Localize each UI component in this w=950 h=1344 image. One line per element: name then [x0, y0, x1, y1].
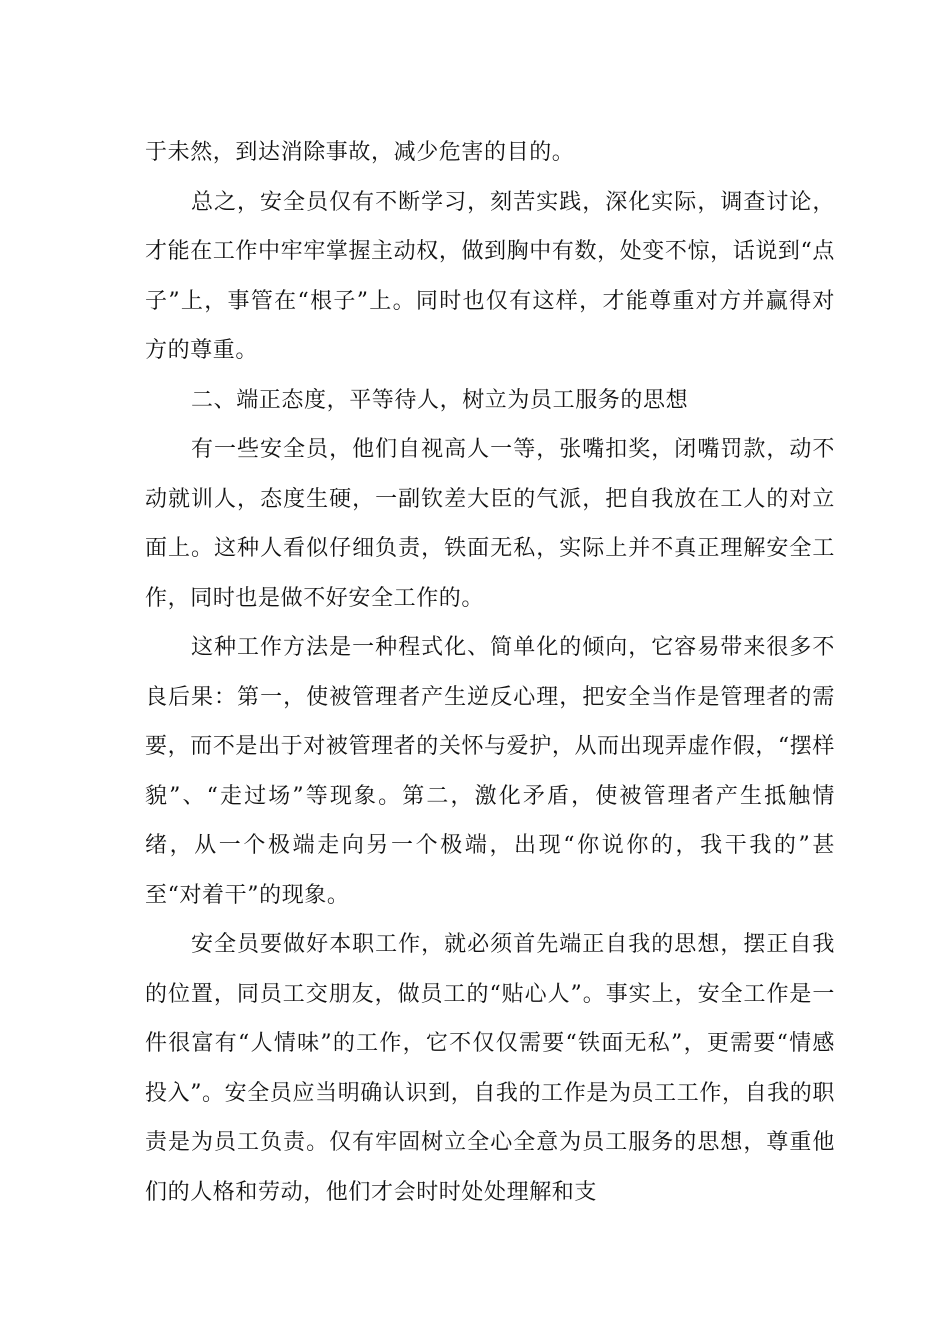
- paragraph-1: 于未然，到达消除事故，减少危害的目的。: [145, 140, 575, 165]
- paragraph-3: 有一些安全员，他们自视高人一等，张嘴扣奖，闭嘴罚款，动不动就训人，态度生硬，一副钦差大臣的气派，把自我放在工人的对立面上。这种人看似仔细负责，铁面无私，实际上并不真正理解安全工作，同时也是做不好安全工作的。: [145, 437, 835, 611]
- paragraph-2: 总之，安全员仅有不断学习，刻苦实践，深化实际，调查讨论，才能在工作中牢牢掌握主动权，做到胸中有数，处变不惊，话说到“点子”上，事管在“根子”上。同时也仅有这样，才能尊重对方并赢得对方的尊重。: [145, 189, 835, 363]
- section-heading: 二、端正态度，平等待人，树立为员工服务的思想: [191, 387, 689, 413]
- paragraph-4: 这种工作方法是一种程式化、简单化的倾向，它容易带来很多不良后果：第一，使被管理者产生逆反心理，把安全当作是管理者的需要，而不是出于对被管理者的关怀与爱护，从而出现弄虚作假，“摆样貌”、“走过场”等现象。第二，激化矛盾，使被管理者产生抵触情绪，从一个极端走向另一个极端，出现“你说你的，我干我的”甚至“对着干”的现象。: [145, 635, 835, 908]
- paragraph-5: 安全员要做好本职工作，就必须首先端正自我的思想，摆正自我的位置，同员工交朋友，做员工的“贴心人”。事实上，安全工作是一件很富有“人情味”的工作，它不仅仅需要“铁面无私”，更需要“情感投入”。安全员应当明确认识到，自我的工作是为员工工作，自我的职责是为员工负责。仅有牢固树立全心全意为员工服务的思想，尊重他们的人格和劳动，他们才会时时处处理解和支: [145, 932, 835, 1205]
- document-body: [145, 128, 835, 1217]
